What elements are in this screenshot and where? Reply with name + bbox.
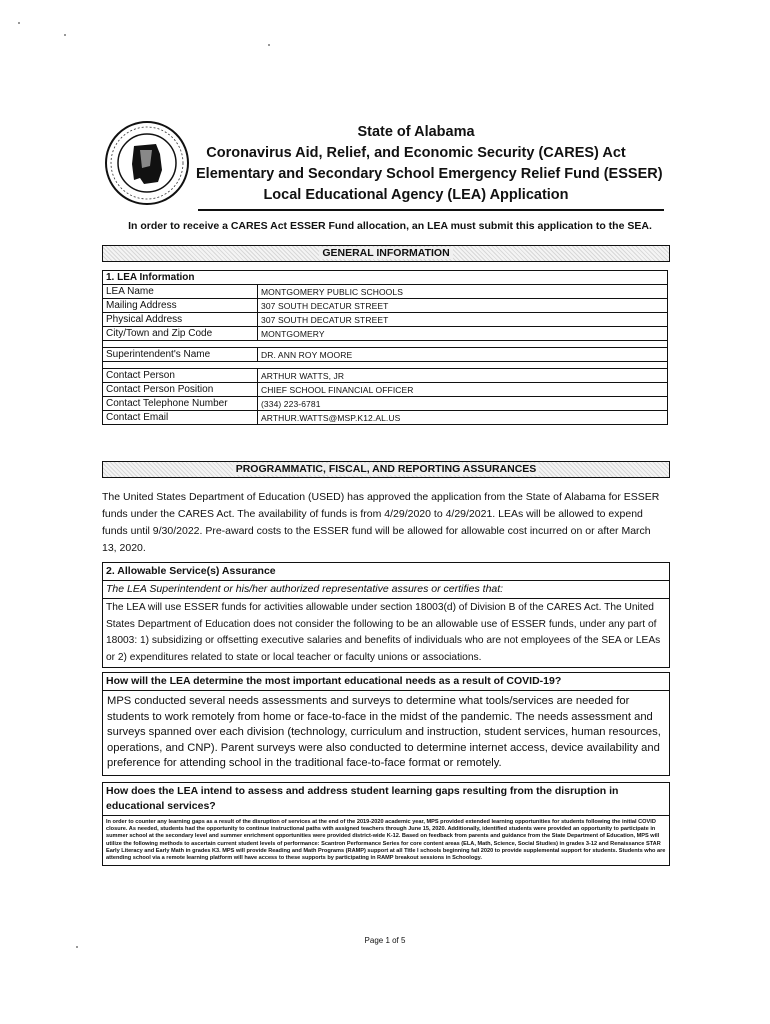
document-title bbox=[196, 122, 663, 206]
field-label: Contact Telephone Number bbox=[103, 397, 258, 411]
lea-information-heading: 1. LEA Information bbox=[103, 271, 668, 285]
table-row bbox=[103, 383, 668, 397]
assurances-paragraph: The United States Department of Education (USED) has approved the application from the State of Alabama for ESSER funds under the CARES Act. The availability of funds is from 4/29/2020 to 4/29/2021. LEAs will be allowed to expend funds until 9/30/2022. Pre-award costs to the ESSER fund will be allowed for allowable cost incurred on or after March 13, 2020. bbox=[102, 491, 660, 554]
page-number: Page 1 of 5 bbox=[364, 936, 406, 945]
field-label: Mailing Address bbox=[103, 299, 258, 313]
learning-gaps-question: How does the LEA intend to assess and address student learning gaps resulting from the disruption in educational services? bbox=[103, 783, 669, 816]
table-row bbox=[103, 397, 668, 411]
needs-box bbox=[102, 672, 670, 776]
field-label: City/Town and Zip Code bbox=[103, 327, 258, 341]
field-label: Contact Person Position bbox=[103, 383, 258, 397]
lea-name-field[interactable]: MONTGOMERY PUBLIC SCHOOLS bbox=[258, 285, 668, 299]
city-zip-field[interactable]: MONTGOMERY bbox=[258, 327, 668, 341]
scan-speck bbox=[64, 34, 66, 36]
intro-text: In order to receive a CARES Act ESSER Fund allocation, an LEA must submit this application to the SEA. bbox=[128, 220, 652, 232]
assurances-heading: PROGRAMMATIC, FISCAL, AND REPORTING ASSURANCES bbox=[233, 463, 540, 475]
contact-email-field[interactable]: ARTHUR.WATTS@MSP.K12.AL.US bbox=[258, 411, 668, 425]
mailing-address-field[interactable]: 307 SOUTH DECATUR STREET bbox=[258, 299, 668, 313]
scan-speck bbox=[76, 946, 78, 948]
table-row bbox=[103, 348, 668, 362]
allowable-services-subtitle: The LEA Superintendent or his/her authorized representative assures or certifies that: bbox=[103, 581, 669, 599]
scan-speck bbox=[18, 22, 20, 24]
field-label: Superintendent's Name bbox=[103, 348, 258, 362]
alabama-seal-icon bbox=[104, 120, 190, 206]
table-row bbox=[103, 411, 668, 425]
title-line-3: Elementary and Secondary School Emergency Relief Fund (ESSER) bbox=[196, 166, 663, 182]
title-divider bbox=[198, 209, 664, 211]
superintendent-name-field[interactable]: DR. ANN ROY MOORE bbox=[258, 348, 668, 362]
allowable-services-heading: 2. Allowable Service(s) Assurance bbox=[103, 563, 669, 581]
learning-gaps-box bbox=[102, 782, 670, 866]
assurances-banner bbox=[102, 461, 670, 478]
contact-phone-field[interactable]: (334) 223-6781 bbox=[258, 397, 668, 411]
table-row bbox=[103, 369, 668, 383]
field-label: Physical Address bbox=[103, 313, 258, 327]
field-label: Contact Email bbox=[103, 411, 258, 425]
scan-speck bbox=[268, 44, 270, 46]
table-row bbox=[103, 285, 668, 299]
needs-answer-field[interactable]: MPS conducted several needs assessments and surveys to determine what tools/services are needed for students to work remotely from home or face-to-face in the midst of the pandemic. The needs assessment and surveys spanned over each division (technology, curriculum and instruction, student services, human resources, operations, and CNP). Parent surveys were also conducted to determine internet access, device availability and preference for attending school in the traditional face-to-face format or remotely. bbox=[107, 695, 661, 769]
table-row bbox=[103, 299, 668, 313]
table-row bbox=[103, 327, 668, 341]
allowable-services-box bbox=[102, 562, 670, 668]
title-line-2: Coronavirus Aid, Relief, and Economic Security (CARES) Act bbox=[206, 145, 626, 161]
title-line-1: State of Alabama bbox=[357, 124, 475, 140]
learning-gaps-answer-field[interactable]: In order to counter any learning gaps as a result of the disruption of services at the end of the 2019-2020 academic year, MPS provided extended learning opportunities for students following the initial COVID closure. As needed, students had the opportunity to continue instructional paths with assigned teachers through June 15, 2020. Additionally, identified students were provided an opportunity to participate in summer school at the secondary level and summer enrichment opportunities were provided district-wide K-12. Based on feedback from parents and guidance from the State Department of Education, MPS will utilize the following methods to ascertain current student levels of performance: Scantron Performance Series for core content areas (ELA, Math, Science, Social Studies) in grades 3-12 and Renaissance STAR Early Literacy and Early Math in grades K3. MPS will provide Reading and Math Programs (RAMP) support at all Title I schools beginning fall 2020 to provide supplemental support for students. Students who are attending school via a remote learning platform will have access to these supports by participating in RAMP breakout sessions in Schoology. bbox=[106, 819, 666, 862]
field-label: Contact Person bbox=[103, 369, 258, 383]
lea-information-table bbox=[102, 270, 668, 425]
needs-question: How will the LEA determine the most important educational needs as a result of COVID-19? bbox=[103, 673, 669, 691]
title-line-4: Local Educational Agency (LEA) Application bbox=[263, 187, 569, 203]
general-information-heading: GENERAL INFORMATION bbox=[319, 247, 452, 259]
physical-address-field[interactable]: 307 SOUTH DECATUR STREET bbox=[258, 313, 668, 327]
allowable-services-text: The LEA will use ESSER funds for activities allowable under section 18003(d) of Division B of the CARES Act. The United States Department of Education does not consider the following to be an allowable use of ESSER funds, under any part of 18003: 1) subsidizing or offsetting executive salaries and benefits of individuals who are not employees of the SEA or LEAs or 2) expenditures related to state or local teacher or faculty unions or associations. bbox=[106, 602, 661, 663]
field-label: LEA Name bbox=[103, 285, 258, 299]
contact-position-field[interactable]: CHIEF SCHOOL FINANCIAL OFFICER bbox=[258, 383, 668, 397]
general-information-banner bbox=[102, 245, 670, 262]
table-row bbox=[103, 313, 668, 327]
contact-person-field[interactable]: ARTHUR WATTS, JR bbox=[258, 369, 668, 383]
